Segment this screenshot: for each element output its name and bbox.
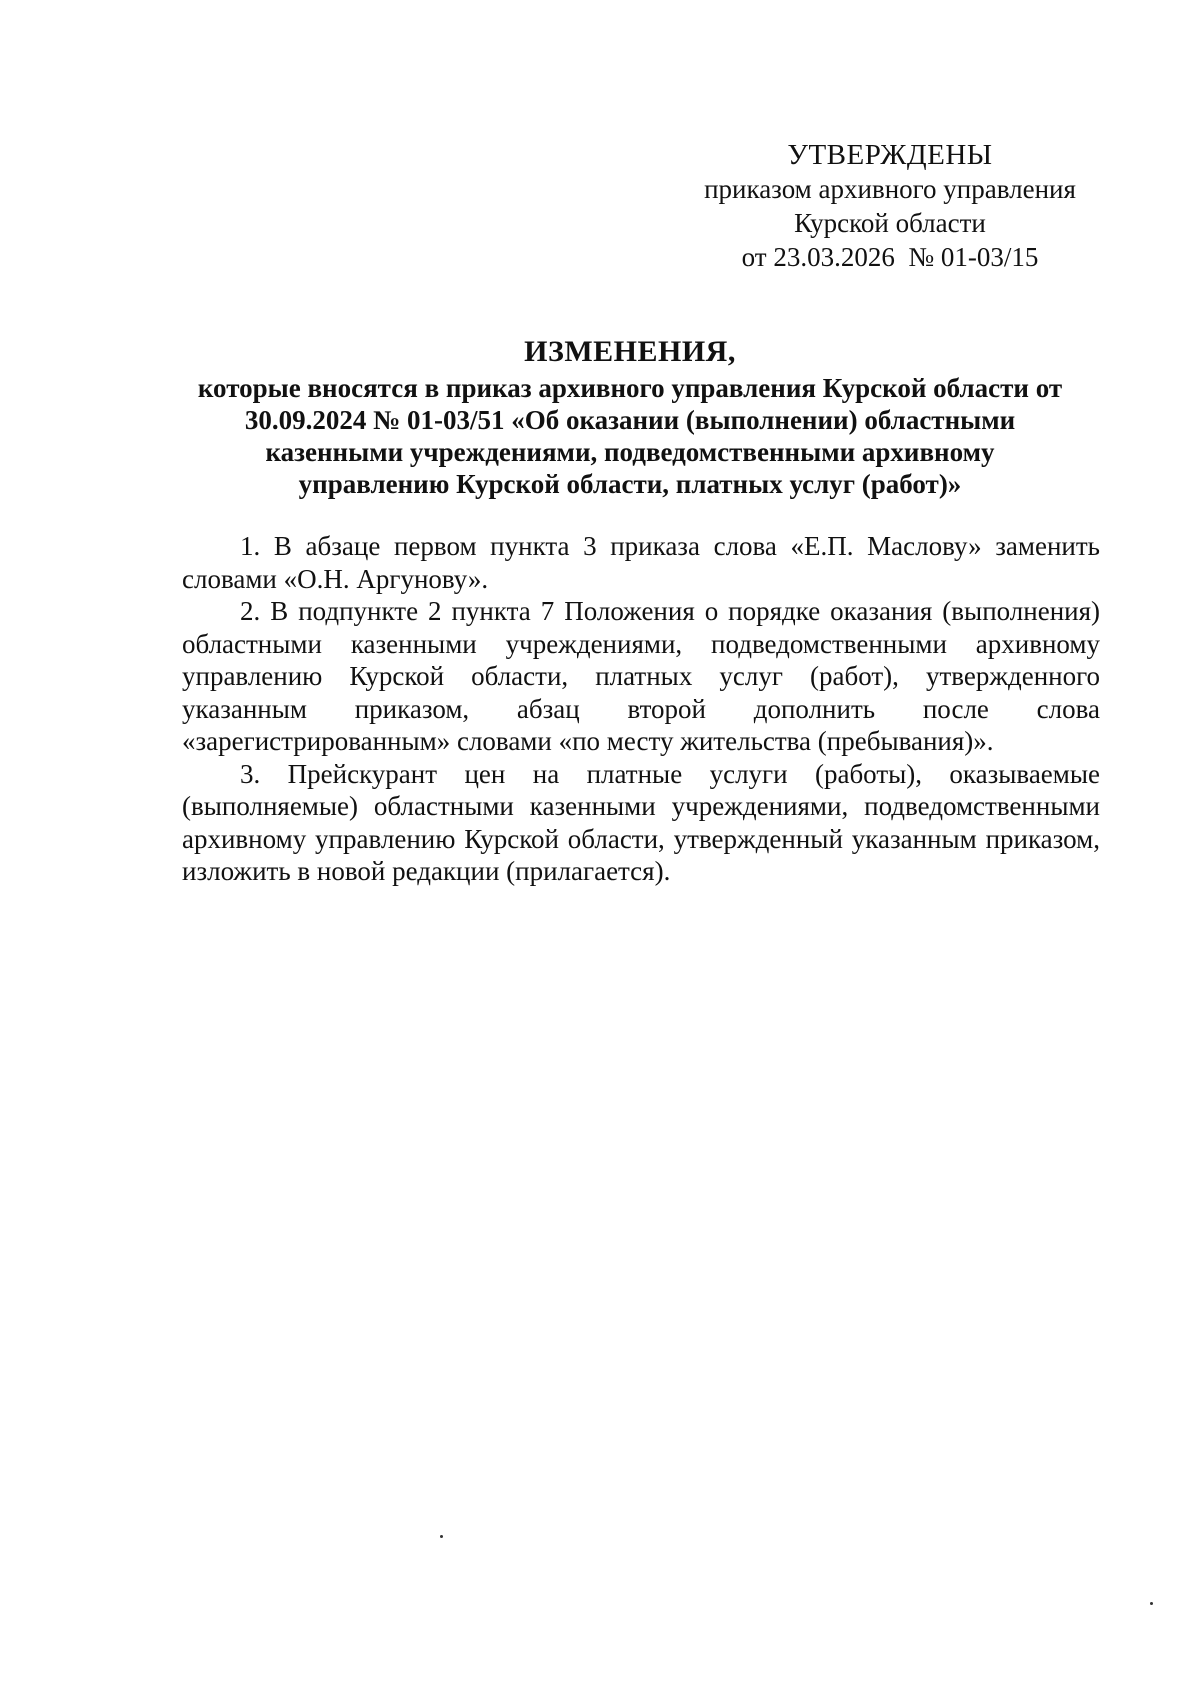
approval-region-line: Курской области <box>794 208 986 238</box>
paragraph-1: 1. В абзаце первом пункта 3 приказа слова «Е.П. Маслову» заменить словами «О.Н. Аргунову». <box>182 531 1100 594</box>
approval-stamp-block <box>680 138 1100 274</box>
document-body <box>182 530 1100 888</box>
document-subtitle: которые вносятся в приказ архивного управления Курской области от 30.09.2024 № 01-03/51 «Об оказании (выполнении) областными казенными учреждениями, подведомственными архивному управлению Курской области, платных услуг (работ)» <box>197 373 1063 499</box>
approval-heading: УТВЕРЖДЕНЫ <box>787 139 993 171</box>
document-title: ИЗМЕНЕНИЯ, <box>524 335 736 368</box>
document-title-block <box>150 332 1110 500</box>
scan-speck <box>440 1535 443 1538</box>
paragraph-2: 2. В подпункте 2 пункта 7 Положения о порядке оказания (выполнения) областными казенными учреждениями, подведомственными архивному управлению Курской области, платных услуг (работ), утвержденного указанным приказом, абзац второй дополнить после слова «зарегистрированным» словами «по месту жительства (пребывания)». <box>182 596 1100 756</box>
paragraph-3: 3. Прейскурант цен на платные услуги (работы), оказываемые (выполняемые) областными казенными учреждениями, подведомственными архивному управлению Курской области, утвержденный указанным приказом, изложить в новой редакции (прилагается). <box>182 758 1100 886</box>
scan-speck <box>1150 1602 1153 1605</box>
approval-date-number-line: от 23.03.2026 № 01-03/15 <box>741 242 1039 272</box>
approval-order-line: приказом архивного управления <box>704 174 1076 204</box>
